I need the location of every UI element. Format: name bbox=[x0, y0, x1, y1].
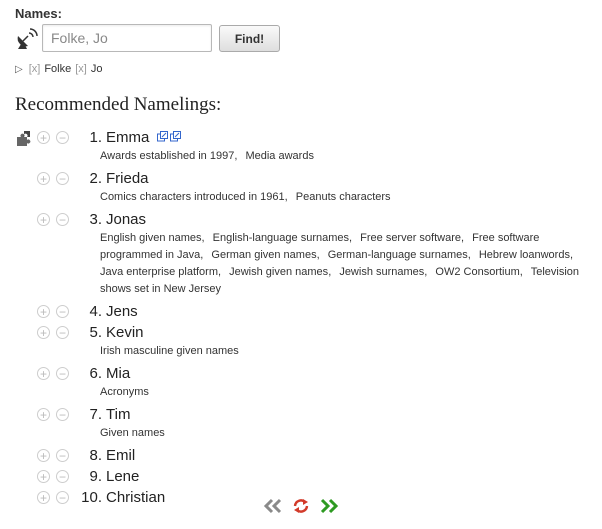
add-name-icon[interactable]: + bbox=[37, 449, 50, 462]
result-name[interactable]: Jens bbox=[106, 303, 138, 320]
name-search-input[interactable] bbox=[42, 24, 212, 52]
add-name-icon[interactable]: + bbox=[37, 131, 50, 144]
category-separator: , bbox=[461, 232, 465, 244]
result-number: 3. bbox=[89, 211, 102, 228]
category-separator: , bbox=[467, 249, 471, 261]
remove-name-icon[interactable]: − bbox=[56, 131, 69, 144]
remove-name-icon[interactable]: − bbox=[56, 305, 69, 318]
category-list bbox=[100, 148, 600, 168]
remove-name-icon[interactable]: − bbox=[56, 326, 69, 339]
category-link[interactable]: Media awards bbox=[245, 150, 314, 162]
category-link[interactable]: Television shows set in New Jersey bbox=[100, 266, 580, 295]
add-name-icon[interactable]: + bbox=[37, 172, 50, 185]
result-name[interactable]: Emil bbox=[106, 447, 136, 464]
spacer bbox=[15, 445, 37, 466]
result-item bbox=[15, 209, 600, 301]
remove-name-icon[interactable]: − bbox=[56, 367, 69, 380]
add-name-icon[interactable]: + bbox=[37, 470, 50, 483]
category-link[interactable]: Jewish surnames bbox=[339, 266, 425, 278]
result-number: 6. bbox=[89, 365, 102, 382]
names-label: Names: bbox=[15, 6, 62, 21]
category-link[interactable]: German-language surnames bbox=[327, 249, 468, 261]
result-number: 2. bbox=[89, 170, 102, 187]
remove-name-icon[interactable]: − bbox=[56, 408, 69, 421]
category-separator: , bbox=[349, 232, 353, 244]
spacer bbox=[15, 404, 37, 425]
result-name[interactable]: Kevin bbox=[106, 324, 144, 341]
result-name[interactable]: Mia bbox=[106, 365, 131, 382]
category-list bbox=[100, 425, 600, 445]
category-link[interactable]: Java enterprise platform bbox=[100, 266, 218, 278]
result-item bbox=[15, 301, 600, 322]
result-number: 8. bbox=[89, 447, 102, 464]
category-link[interactable]: Awards established in 1997 bbox=[100, 150, 235, 162]
result-item bbox=[15, 466, 600, 487]
token-label: Folke bbox=[44, 63, 72, 75]
pager bbox=[262, 498, 340, 514]
category-link[interactable]: Acronyms bbox=[100, 386, 149, 398]
category-link[interactable]: OW2 Consortium bbox=[435, 266, 520, 278]
category-link[interactable]: Free software programmed in Java bbox=[100, 232, 540, 261]
spacer bbox=[15, 209, 37, 230]
result-number: 7. bbox=[89, 406, 102, 423]
category-separator: , bbox=[328, 266, 332, 278]
wikipedia-puzzle-icon bbox=[15, 127, 37, 148]
category-separator: , bbox=[316, 249, 320, 261]
remove-name-icon[interactable]: − bbox=[56, 491, 69, 504]
search-tokens bbox=[15, 63, 102, 75]
add-name-icon[interactable]: + bbox=[37, 408, 50, 421]
category-separator: , bbox=[569, 249, 574, 261]
result-name[interactable]: Christian bbox=[106, 489, 166, 506]
category-separator: , bbox=[200, 249, 204, 261]
result-name[interactable]: Lene bbox=[106, 468, 140, 485]
category-link[interactable]: German given names bbox=[211, 249, 317, 261]
spacer bbox=[15, 487, 37, 508]
spacer bbox=[15, 168, 37, 189]
add-name-icon[interactable]: + bbox=[37, 491, 50, 504]
spacer bbox=[15, 301, 37, 322]
spacer bbox=[15, 363, 37, 384]
result-name[interactable]: Jonas bbox=[106, 211, 147, 228]
previous-page-icon[interactable] bbox=[262, 498, 284, 514]
category-separator: , bbox=[218, 266, 222, 278]
add-name-icon[interactable]: + bbox=[37, 326, 50, 339]
result-item bbox=[15, 127, 600, 168]
category-separator: , bbox=[234, 150, 238, 162]
satellite-dish-icon bbox=[14, 27, 38, 51]
result-name[interactable]: Emma bbox=[106, 129, 150, 146]
remove-name-icon[interactable]: − bbox=[56, 449, 69, 462]
external-link-icon[interactable] bbox=[170, 129, 181, 147]
category-link[interactable]: Hebrew loanwords bbox=[478, 249, 570, 261]
category-separator: , bbox=[284, 191, 288, 203]
find-button[interactable]: Find! bbox=[219, 25, 280, 52]
result-item bbox=[15, 445, 600, 466]
result-number: 5. bbox=[89, 324, 102, 341]
category-link[interactable]: Comics characters introduced in 1961 bbox=[100, 191, 285, 203]
token-label: Jo bbox=[90, 63, 103, 75]
result-name[interactable]: Tim bbox=[106, 406, 131, 423]
category-separator: , bbox=[519, 266, 523, 278]
remove-token-jo[interactable]: [x] bbox=[75, 63, 87, 75]
add-name-icon[interactable]: + bbox=[37, 367, 50, 380]
spacer bbox=[15, 466, 37, 487]
next-page-icon[interactable] bbox=[318, 498, 340, 514]
category-link[interactable]: Peanuts characters bbox=[295, 191, 391, 203]
category-list bbox=[100, 343, 600, 363]
results-list bbox=[15, 127, 600, 508]
category-list bbox=[100, 189, 600, 209]
result-number: 9. bbox=[89, 468, 102, 485]
recommended-heading: Recommended Namelings: bbox=[15, 94, 222, 115]
category-separator: , bbox=[201, 232, 205, 244]
result-number: 4. bbox=[89, 303, 102, 320]
result-item bbox=[15, 363, 600, 404]
category-list bbox=[100, 384, 600, 404]
category-link[interactable]: Free server software bbox=[360, 232, 462, 244]
category-link[interactable]: English given names bbox=[100, 232, 202, 244]
category-separator: , bbox=[424, 266, 428, 278]
result-item bbox=[15, 168, 600, 209]
result-item bbox=[15, 322, 600, 363]
external-links bbox=[157, 129, 181, 147]
result-name[interactable]: Frieda bbox=[106, 170, 149, 187]
external-link-icon[interactable] bbox=[157, 129, 168, 147]
add-name-icon[interactable]: + bbox=[37, 213, 50, 226]
category-link[interactable]: Jewish given names bbox=[229, 266, 329, 278]
result-item bbox=[15, 404, 600, 445]
category-link[interactable]: Given names bbox=[100, 427, 165, 439]
remove-name-icon[interactable]: − bbox=[56, 172, 69, 185]
remove-name-icon[interactable]: − bbox=[56, 470, 69, 483]
reload-icon[interactable] bbox=[292, 498, 310, 514]
add-name-icon[interactable]: + bbox=[37, 305, 50, 318]
remove-name-icon[interactable]: − bbox=[56, 213, 69, 226]
spacer bbox=[15, 322, 37, 343]
play-icon[interactable]: ▷ bbox=[15, 63, 23, 75]
category-link[interactable]: Irish masculine given names bbox=[100, 345, 239, 357]
category-link[interactable]: English-language surnames bbox=[212, 232, 350, 244]
remove-token-folke[interactable]: [x] bbox=[28, 63, 41, 75]
result-number: 1. bbox=[89, 129, 102, 146]
category-list bbox=[100, 230, 600, 301]
result-number: 10. bbox=[81, 489, 102, 506]
